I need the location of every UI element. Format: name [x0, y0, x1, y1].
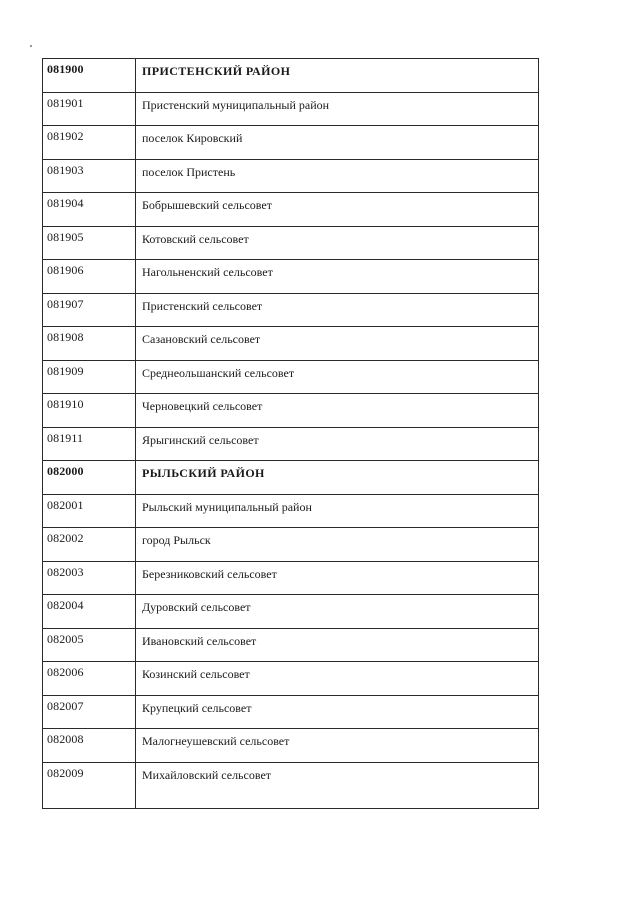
- row-name: Среднеольшанский сельсовет: [142, 365, 295, 380]
- row-code: 081904: [43, 193, 136, 226]
- table-row: [43, 227, 538, 261]
- table-row: [43, 629, 538, 663]
- row-name: Михайловский сельсовет: [142, 767, 272, 782]
- table-row: [43, 662, 538, 696]
- table-row: [43, 160, 538, 194]
- row-code: 081902: [43, 126, 136, 159]
- row-name: Козинский сельсовет: [142, 667, 250, 681]
- table-row-district: [43, 461, 538, 495]
- table-row: [43, 260, 538, 294]
- table-row: [43, 562, 538, 596]
- row-name: город Рыльск: [142, 533, 211, 547]
- row-name: Сазановский сельсовет: [142, 332, 261, 346]
- row-code: 081910: [43, 394, 136, 427]
- scan-speck: [30, 45, 32, 47]
- row-name: Березниковский сельсовет: [142, 566, 277, 581]
- row-name: Крупецкий сельсовет: [142, 700, 252, 715]
- row-name: поселок Кировский: [142, 131, 243, 145]
- row-code: 082004: [43, 595, 136, 628]
- table-row: [43, 528, 538, 562]
- row-code: 082001: [43, 495, 136, 528]
- table-row: [43, 193, 538, 227]
- row-code: 081909: [43, 361, 136, 394]
- row-code: 082000: [43, 461, 136, 494]
- row-name: Ивановский сельсовет: [142, 633, 257, 648]
- table-row: [43, 327, 538, 361]
- row-name: РЫЛЬСКИЙ РАЙОН: [142, 466, 265, 480]
- table-row: [43, 729, 538, 763]
- row-name: Бобрышевский сельсовет: [142, 198, 272, 212]
- row-name: Пристенский муниципальный район: [142, 97, 330, 112]
- row-name: Котовский сельсовет: [142, 231, 249, 246]
- table-row: [43, 696, 538, 730]
- table-row: [43, 93, 538, 127]
- row-name: ПРИСТЕНСКИЙ РАЙОН: [142, 64, 291, 78]
- row-code: 081911: [43, 428, 136, 461]
- row-code: 081900: [43, 59, 136, 92]
- row-name: Дуровский сельсовет: [142, 600, 251, 614]
- row-name: Ярыгинский сельсовет: [142, 432, 259, 447]
- table-row: [43, 763, 538, 809]
- row-code: 082002: [43, 528, 136, 561]
- table-row: [43, 294, 538, 328]
- row-name: Нагольненский сельсовет: [142, 265, 273, 279]
- row-code: 082005: [43, 629, 136, 662]
- row-code: 081907: [43, 294, 136, 327]
- code-table: [42, 58, 539, 809]
- row-name: Рыльский муниципальный район: [142, 499, 312, 514]
- table-row: [43, 394, 538, 428]
- row-code: 081908: [43, 327, 136, 360]
- row-code: 081905: [43, 227, 136, 260]
- row-code: 082007: [43, 696, 136, 729]
- table-row: [43, 126, 538, 160]
- table-row: [43, 428, 538, 462]
- row-code: 082006: [43, 662, 136, 695]
- row-name: Малогнеушевский сельсовет: [142, 734, 290, 748]
- table-row-district: [43, 59, 538, 93]
- table-row: [43, 495, 538, 529]
- table-row: [43, 595, 538, 629]
- row-code: 082009: [43, 763, 136, 808]
- row-name: поселок Пристень: [142, 164, 236, 179]
- row-code: 082008: [43, 729, 136, 762]
- row-code: 081903: [43, 160, 136, 193]
- row-name: Черновецкий сельсовет: [142, 399, 263, 413]
- row-code: 082003: [43, 562, 136, 595]
- row-code: 081901: [43, 93, 136, 126]
- row-name: Пристенский сельсовет: [142, 298, 263, 313]
- row-code: 081906: [43, 260, 136, 293]
- table-row: [43, 361, 538, 395]
